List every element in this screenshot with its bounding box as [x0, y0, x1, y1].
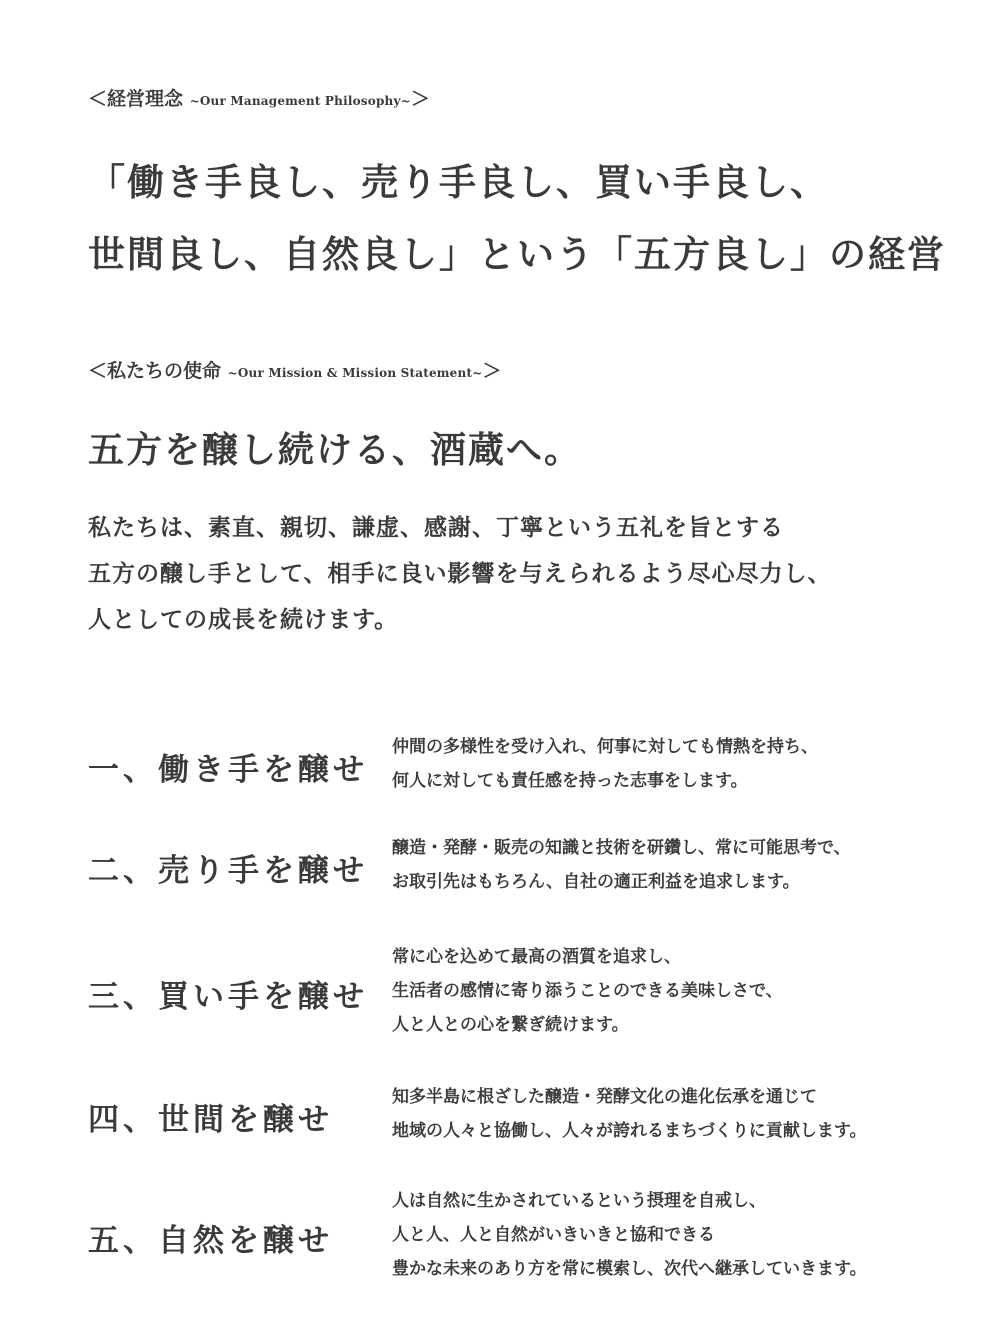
mission-body-line: 私たちは、素直、親切、謙虚、感謝、丁寧という五礼を旨とする: [88, 514, 784, 541]
principle-heading: 一、働き手を醸せ: [88, 752, 368, 788]
principle-heading: 二、売り手を醸せ: [88, 853, 368, 889]
philosophy-line: 「働き手良し、売り手良し、買い手良し、: [88, 160, 829, 204]
philosophy-statement: [88, 146, 946, 290]
mission-body-line: 五方の醸し手として、相手に良い影響を与えられるよう尽心尽力し、: [88, 560, 832, 587]
principle-heading: 五、自然を醸せ: [88, 1223, 333, 1259]
philosophy-label-en: ~Our Management Philosophy~: [189, 94, 411, 108]
principle-description: [392, 1184, 867, 1286]
principle-description: [392, 940, 783, 1042]
philosophy-section-label: [88, 84, 430, 111]
philosophy-label-close: ＞: [410, 88, 430, 110]
principle-line: 生活者の感情に寄り添うことのできる美味しさで、: [392, 981, 783, 1001]
principle-line: 人と人、人と自然がいきいきと協和できる: [392, 1225, 715, 1245]
principle-heading: 四、世間を醸せ: [88, 1102, 333, 1138]
mission-body-line: 人としての成長を続けます。: [88, 606, 399, 633]
principle-line: 醸造・発酵・販売の知識と技術を研鑽し、常に可能思考で、: [392, 838, 851, 858]
philosophy-label-jp: ＜経営理念: [88, 88, 184, 110]
mission-body: [88, 505, 832, 643]
principle-line: 人と人との心を繋ぎ続けます。: [392, 1015, 629, 1035]
mission-label-close: ＞: [482, 360, 502, 382]
principle-line: 人は自然に生かされているという摂理を自戒し、: [392, 1191, 766, 1211]
mission-label-jp: ＜私たちの使命: [88, 360, 222, 382]
mission-title: 五方を醸し続ける、酒蔵へ。: [88, 429, 583, 471]
principle-heading: 三、買い手を醸せ: [88, 979, 368, 1015]
principle-description: [392, 1080, 866, 1148]
principle-description: [392, 831, 851, 899]
mission-label-en: ~Our Mission & Mission Statement~: [227, 366, 483, 380]
principle-line: 地域の人々と協働し、人々が誇れるまちづくりに貢献します。: [392, 1121, 867, 1141]
mission-section-label: [88, 356, 501, 383]
principle-description: [392, 730, 818, 798]
principle-line: 仲間の多様性を受け入れ、何事に対しても情熱を持ち、: [392, 737, 819, 757]
philosophy-line: 世間良し、自然良し」という「五方良し」の経営: [88, 232, 946, 276]
principle-line: 豊かな未来のあり方を常に模索し、次代へ継承していきます。: [392, 1259, 867, 1279]
principle-line: お取引先はもちろん、自社の適正利益を追求します。: [392, 872, 800, 892]
principle-line: 何人に対しても責任感を持った志事をします。: [392, 771, 748, 791]
principle-line: 知多半島に根ざした醸造・発酵文化の進化伝承を通じて: [392, 1087, 817, 1107]
principle-line: 常に心を込めて最高の酒質を追求し、: [392, 947, 681, 967]
